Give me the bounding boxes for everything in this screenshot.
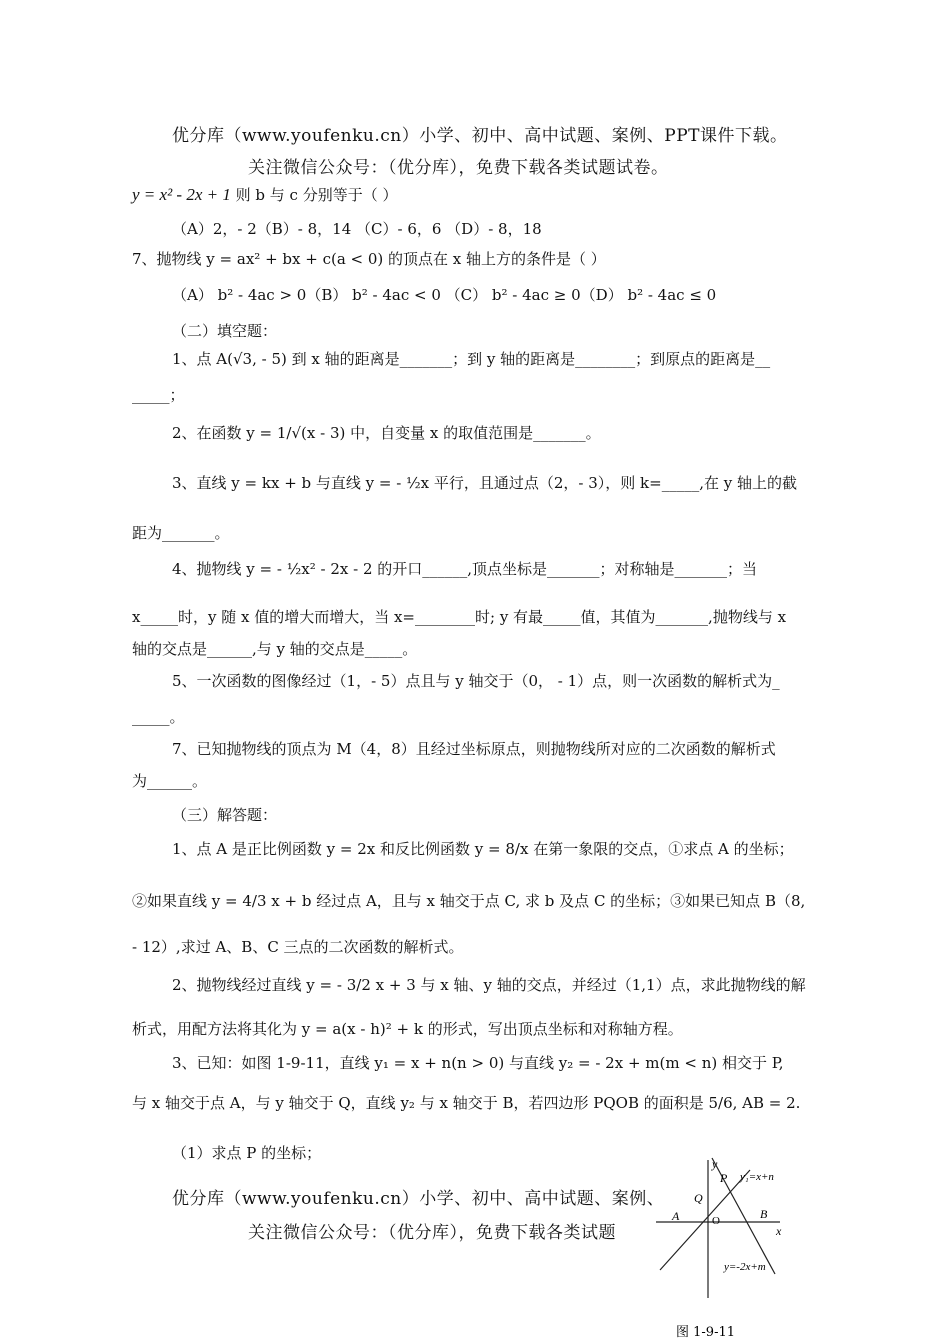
fill-q5-line1: 5、一次函数的图像经过（1，- 5）点且与 y 轴交于（0， - 1）点，则一次函数的解析式为_ [172,672,780,690]
q7-options: （A） b² - 4ac > 0（B） b² - 4ac < 0 （C） b² - 4ac ≥ 0（D） b² - 4ac ≤ 0 [172,286,717,304]
line-y1-label: y₁=x+n [740,1171,774,1183]
footer-line-2: 关注微信公众号：（优分库），免费下载各类试题 [248,1223,616,1243]
figure-graph [650,1158,800,1338]
line-y2-label: y=-2x+m [724,1261,766,1273]
solve-q2-line1: 2、抛物线经过直线 y = - 3/2 x + 3 与 x 轴、y 轴的交点，并经过（1,1）点，求此抛物线的解 [172,976,806,994]
fill-q5-line2: _____。 [132,708,185,726]
figure-1-9-11 [650,1158,800,1338]
point-p-label: P [720,1171,728,1185]
solve-q3-line3: （1）求点 P 的坐标； [172,1144,322,1162]
q6-stem [132,184,397,205]
header-line-2: 关注微信公众号：（优分库），免费下载各类试题试卷。 [248,158,669,178]
fill-q7-line2: 为______。 [132,772,208,790]
solve-q1-line3: - 12）,求过 A、B、C 三点的二次函数的解析式。 [132,938,464,956]
fill-heading: （二）填空题： [172,322,278,340]
solve-heading: （三）解答题： [172,806,278,824]
solve-q1-line2: ②如果直线 y = 4/3 x + b 经过点 A，且与 x 轴交于点 C, 求 b 及点 C 的坐标；③如果已知点 B（8, [132,892,806,910]
fill-q3-line1: 3、直线 y = kx + b 与直线 y = - ½x 平行，且通过点（2，- 3），则 k=_____,在 y 轴上的截 [172,474,797,492]
solve-q2-line2: 析式，用配方法将其化为 y = a(x - h)² + k 的形式，写出顶点坐标和对称轴方程。 [132,1020,683,1038]
solve-q1-line1: 1、点 A 是正比例函数 y = 2x 和反比例函数 y = 8/x 在第一象限的交点，①求点 A 的坐标； [172,840,794,858]
x-axis-label: x [776,1224,782,1238]
fill-q4-line3: 轴的交点是______,与 y 轴的交点是_____。 [132,640,418,658]
y-axis-label: y [712,1157,718,1171]
fill-q1-line1: 1、点 A(√3, - 5) 到 x 轴的距离是_______；到 y 轴的距离是________；到原点的距离是__ [172,350,771,368]
solve-q3-line2: 与 x 轴交于点 A，与 y 轴交于 Q，直线 y₂ 与 x 轴交于 B，若四边形 PQOB 的面积是 5/6, AB = 2. [132,1094,801,1112]
q7-stem: 7、抛物线 y = ax² + bx + c(a < 0) 的顶点在 x 轴上方的条件是（ ） [132,250,606,268]
point-q-label: Q [694,1191,703,1205]
fill-q3-line2: 距为_______。 [132,524,230,542]
fill-q4-line2: x_____时，y 随 x 值的增大而增大，当 x=________时; y 有最_____值，其值为_______,抛物线与 x [132,608,787,626]
fill-q1-line2: _____； [132,386,185,404]
q6-tail: 则 b 与 c 分别等于（ ） [235,186,398,204]
footer-line-1: 优分库（www.youfenku.cn）小学、初中、高中试题、案例、 [172,1189,665,1209]
fill-q4-line1: 4、抛物线 y = - ½x² - 2x - 2 的开口______,顶点坐标是_______；对称轴是_______；当 [172,560,758,578]
fill-q2: 2、在函数 y = 1/√(x - 3) 中，自变量 x 的取值范围是_______。 [172,424,601,442]
q6-formula: y = x² - 2x + 1 [132,185,231,204]
header-line-1: 优分库（www.youfenku.cn）小学、初中、高中试题、案例、PPT课件下载。 [172,126,788,146]
q6-options: （A）2，- 2（B）- 8，14 （C）- 6，6 （D）- 8，18 [172,220,542,238]
point-b-label: B [760,1207,768,1221]
point-a-label: A [672,1209,680,1223]
solve-q3-line1: 3、已知：如图 1-9-11，直线 y₁ = x + n(n > 0) 与直线 y₂ = - 2x + m(m < n) 相交于 P, [172,1054,784,1072]
fill-q7-line1: 7、已知抛物线的顶点为 M（4，8）且经过坐标原点，则抛物线所对应的二次函数的解析式 [172,740,776,758]
origin-label: O [712,1215,720,1227]
figure-caption: 图 1-9-11 [676,1325,736,1340]
